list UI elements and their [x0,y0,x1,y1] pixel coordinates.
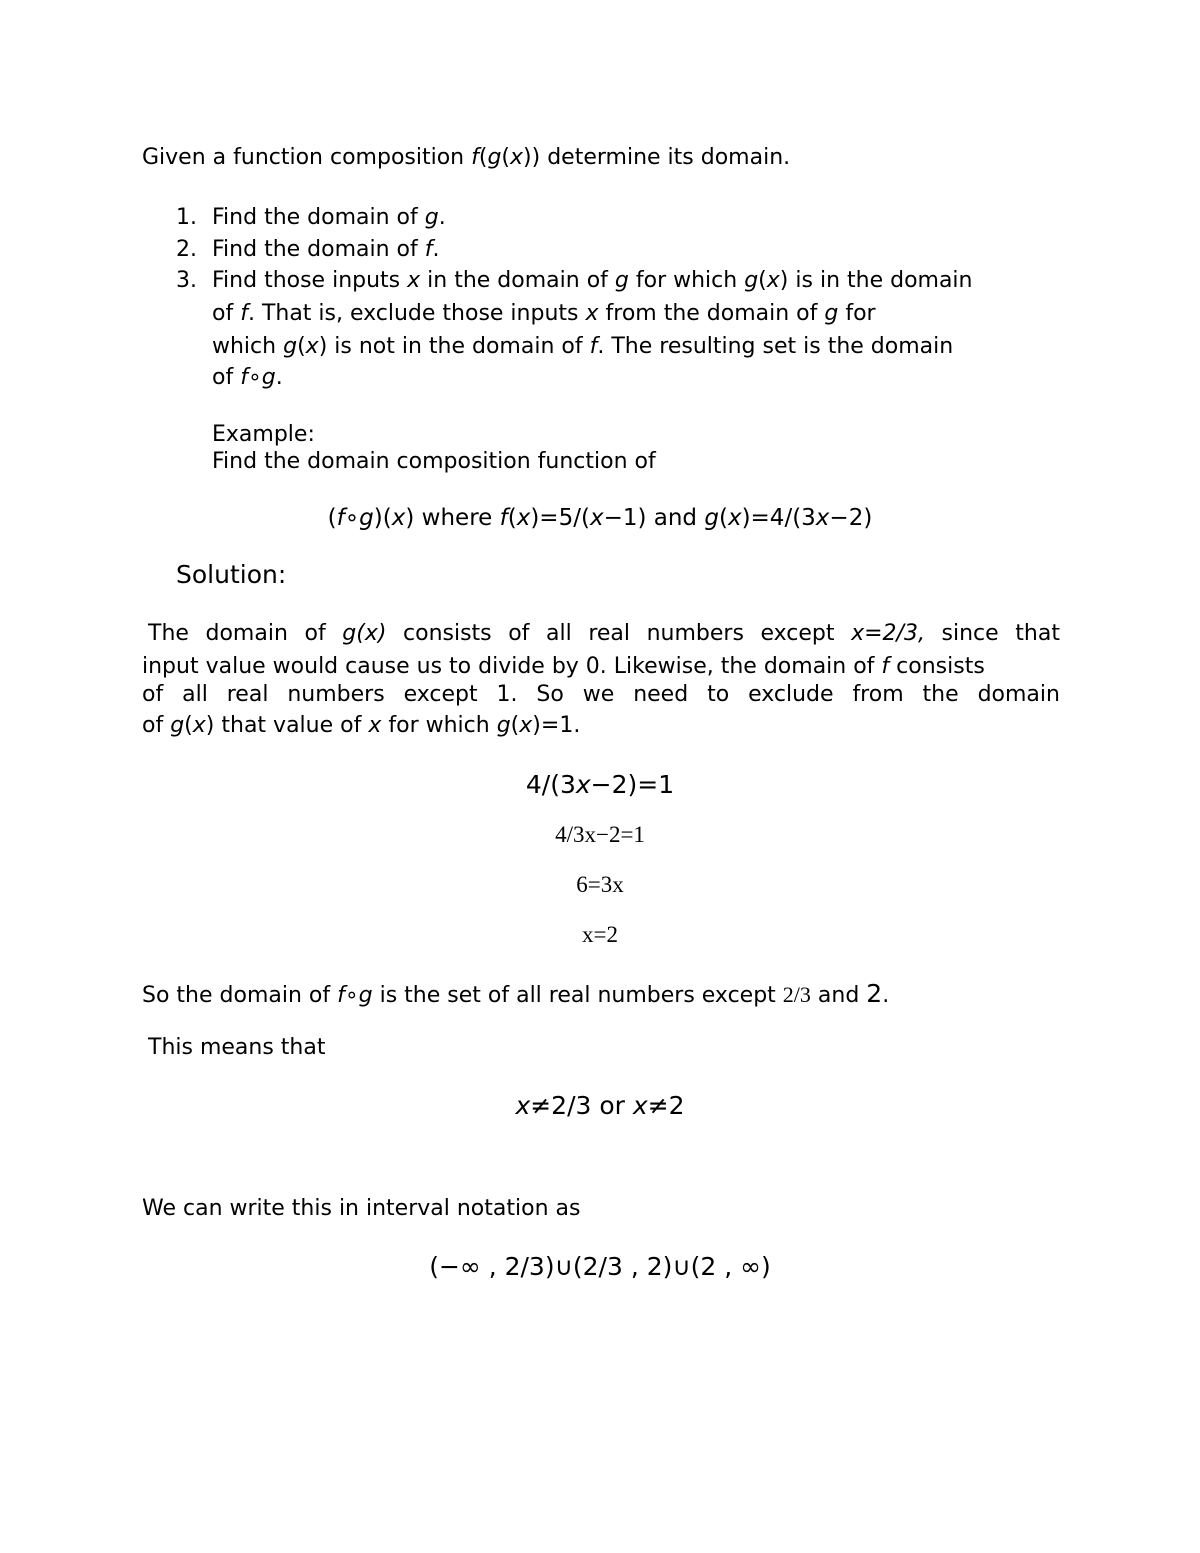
equation-text: ≠2 [647,1091,685,1120]
math-symbol: ) [318,334,328,359]
word: real [588,621,631,646]
step-text: of [212,365,241,390]
solution-paragraph-line-4 [142,715,580,737]
example-prompt: Find the domain composition function of [212,449,656,474]
math-var: g [824,301,839,326]
math-var: x [815,505,830,531]
step-3-line-1 [212,270,973,292]
word: So [536,682,564,707]
word: The [148,621,189,646]
word: x=2/3, [851,621,925,646]
math-var: x [589,505,604,531]
word: consists [403,621,492,646]
solution-paragraph-line-1 [142,623,1060,645]
step-text: . That is, exclude those inputs [247,301,586,326]
paragraph-text: . [573,713,581,738]
math-symbol: ( [501,145,511,170]
step-number: 3. [176,268,197,293]
equation-text: −1) and [603,505,705,531]
math-symbol: ( [297,334,306,359]
word: real [226,682,269,707]
step-text: which [212,334,284,359]
equation-text: 4/(3 [525,770,576,799]
math-var: g [496,713,511,738]
math-var: x [727,505,742,531]
word: 1. [496,682,518,707]
equation-text: ≠2/3 or [530,1091,633,1120]
math-var: g [487,145,502,170]
step-text: . [275,365,283,390]
math-var: x [516,505,531,531]
math-symbol: ( [507,505,517,531]
step-3-line-2 [212,303,876,325]
math-var: g [261,365,276,390]
word: of [508,621,530,646]
step-text: from the domain of [598,301,825,326]
math-symbol: ∘ [344,505,360,531]
word: g(x) [342,621,387,646]
word: numbers [287,682,385,707]
math-var: f [337,983,345,1008]
step-text: is in the domain [788,268,973,293]
math-var: x [407,268,421,293]
paragraph-text: . [882,983,890,1008]
math-var: g [704,505,719,531]
math-symbol: ( [184,713,193,738]
paragraph-text: 2 [866,979,883,1008]
solution-heading: Solution: [176,560,287,589]
math-var: f [499,505,508,531]
conclusion [142,981,889,1007]
math-var: g [359,505,374,531]
math-symbol: ) [405,505,415,531]
word: need [633,682,689,707]
interval-notation: (−∞ , 2/3)∪(2/3 , 2)∪(2 , ∞) [429,1252,771,1281]
example-equation [0,507,1200,530]
intro-line [142,147,790,169]
paragraph-text: that value of [214,713,369,738]
math-symbol: ∘ [247,365,262,390]
math-symbol: )=1 [532,713,574,738]
word: except [403,682,478,707]
math-var: x [519,713,533,738]
math-var: x [305,334,319,359]
math-var: g [170,713,185,738]
equation-1 [0,772,1200,797]
step-text: . [432,237,440,262]
equation-3: 6=3x [576,872,624,897]
equation-2: 4/3x−2=1 [555,822,645,847]
word: all [182,682,208,707]
math-var: f [424,237,433,262]
step-text: is not in the domain of [327,334,590,359]
equation-text: where [414,505,500,531]
math-var: f [336,505,345,531]
step-3-line-4 [212,367,283,389]
intro-text: determine its domain. [540,145,791,170]
paragraph-text: and [810,983,867,1008]
math-symbol: ( [478,145,488,170]
equation-text: )=4/(3 [741,505,816,531]
math-var: f [240,365,248,390]
math-var: x [575,770,591,799]
word: except [760,621,835,646]
word: we [582,682,615,707]
step-text: of [212,301,241,326]
math-var: x [192,713,206,738]
math-var: x [391,505,406,531]
math-symbol: ( [327,505,337,531]
paragraph-text: of [142,713,171,738]
paragraph-text: is the set of all real numbers except [372,983,783,1008]
step-text: Find the domain of [212,205,425,230]
interval-intro: We can write this in interval notation as [142,1196,581,1221]
math-symbol: ) [779,268,789,293]
math-symbol: ∘ [344,983,359,1008]
word: numbers [646,621,744,646]
step-text: in the domain of [420,268,615,293]
equation-text: −2)=1 [590,770,675,799]
step-text: for which [628,268,745,293]
word: the [922,682,959,707]
step-3-line-3 [212,336,953,358]
math-var: g [424,205,439,230]
equation-text: )=5/( [530,505,590,531]
word: from [852,682,904,707]
step-text: for [838,301,876,326]
math-var: x [585,301,599,326]
inequality [0,1093,1200,1118]
math-var: f [589,334,598,359]
example-label: Example: [212,422,315,447]
word: domain [977,682,1060,707]
math-var: x [766,268,780,293]
word: that [1015,621,1060,646]
math-var: f [471,145,479,170]
step-2 [212,239,440,261]
math-var: x [632,1091,648,1120]
paragraph-text: consists [889,654,985,679]
solution-paragraph-line-3 [142,684,1060,706]
math-symbol: ( [510,713,520,738]
step-number: 1. [176,205,197,230]
math-var: f [881,654,890,679]
step-text: . [438,205,446,230]
intro-text: Given a function composition [142,145,472,170]
math-var: g [614,268,629,293]
word: domain [205,621,288,646]
equation-text: −2) [829,505,873,531]
math-var: f [240,301,248,326]
step-number: 2. [176,237,197,262]
word: since [941,621,999,646]
word: exclude [748,682,834,707]
means-text: This means that [148,1035,326,1060]
math-var: g [283,334,298,359]
step-text: Find those inputs [212,268,408,293]
math-var: x [515,1091,531,1120]
solution-paragraph-line-2 [142,656,985,678]
word: of [304,621,326,646]
paragraph-text: So the domain of [142,983,338,1008]
math-symbol: ) [205,713,215,738]
paragraph-text: for which [381,713,497,738]
math-symbol: ( [758,268,767,293]
equation-4: x=2 [582,922,618,947]
math-var: g [358,983,373,1008]
step-text: Find the domain of [212,237,425,262]
step-text: . The resulting set is the domain [597,334,954,359]
fraction-text: 2/3 [782,982,811,1007]
step-1 [212,207,446,229]
word: to [707,682,730,707]
math-var: x [510,145,524,170]
word: all [546,621,572,646]
math-symbol: )) [523,145,541,170]
word: of [142,682,164,707]
math-var: x [368,713,382,738]
paragraph-text: input value would cause us to divide by 0. Likewise, the domain of [142,654,882,679]
math-symbol: ( [718,505,728,531]
math-var: g [744,268,759,293]
math-symbol: )( [373,505,392,531]
